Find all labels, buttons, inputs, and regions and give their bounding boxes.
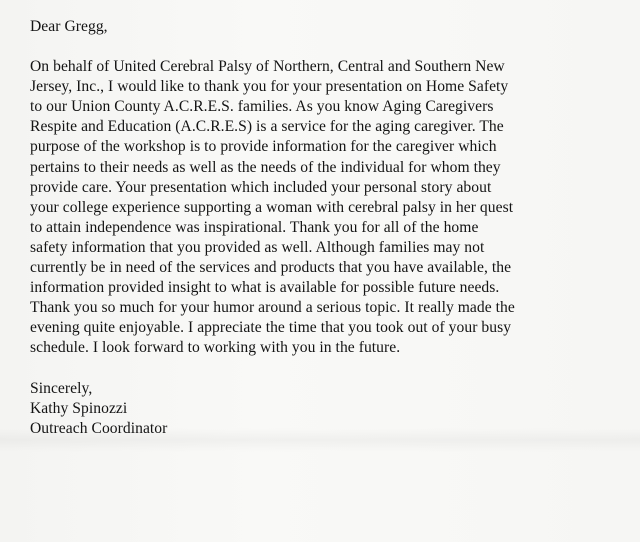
closing-phrase: Sincerely,: [30, 380, 93, 397]
body-line: Respite and Education (A.C.R.E.S) is a service for the aging caregiver. The: [30, 118, 504, 136]
body-line: your college experience supporting a woman with cerebral palsy in her quest: [30, 198, 514, 216]
body-line: purpose of the workshop is to provide information for the caregiver which: [30, 138, 497, 156]
body-line: safety information that you provided as well. Although families may not: [30, 238, 485, 256]
signer-name: Kathy Spinozzi: [30, 400, 128, 418]
signature-block: [30, 379, 635, 439]
body-line: On behalf of United Cerebral Palsy of Northern, Central and Southern New: [30, 58, 505, 76]
letter-content: [30, 17, 635, 439]
body-line: Jersey, Inc., I would like to thank you for your presentation on Home Safety: [30, 78, 509, 96]
salutation: Dear Gregg,: [30, 18, 108, 35]
body-line: information provided insight to what is available for possible future needs.: [30, 279, 500, 297]
body-line: to our Union County A.C.R.E.S. families. As you know Aging Caregivers: [30, 98, 494, 116]
body-line: evening quite enjoyable. I appreciate the time that you took out of your busy: [30, 319, 512, 337]
body-line: to attain independence was inspirational. Thank you for all of the home: [30, 218, 479, 236]
body-line: provide care. Your presentation which included your personal story about: [30, 178, 492, 196]
signer-title: Outreach Coordinator: [30, 420, 168, 438]
letter-body: [30, 57, 635, 358]
body-line: currently be in need of the services and products that you have available, the: [30, 259, 512, 277]
body-line: schedule. I look forward to working with you in the future.: [30, 339, 401, 357]
body-line: pertains to their needs as well as the needs of the individual for whom they: [30, 158, 501, 176]
body-line: Thank you so much for your humor around a serious topic. It really made the: [30, 299, 515, 317]
